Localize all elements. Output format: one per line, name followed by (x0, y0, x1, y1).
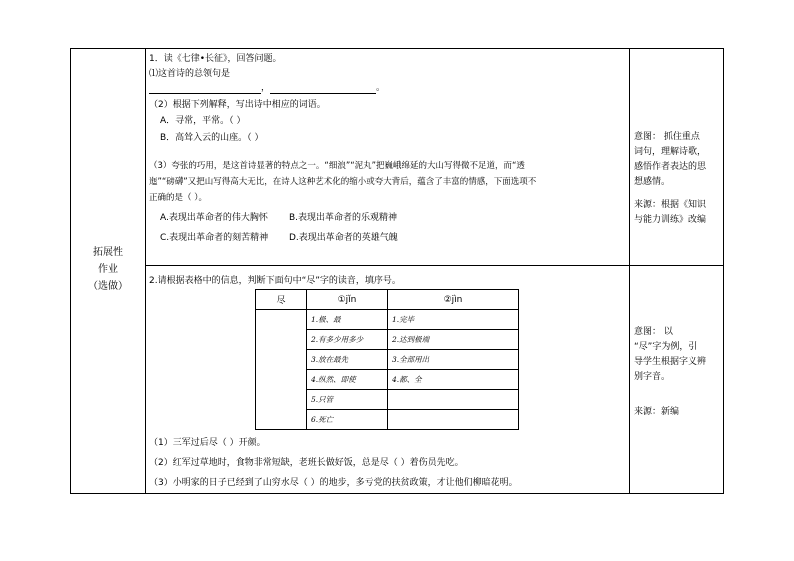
option-a: A.表现出革命者的伟大胸怀 (160, 213, 268, 223)
sub-question: （3）夸张的巧用，是这首诗显著的特点之一。“细浪”“泥丸”把巍峨绵延的大山写得微不足道，而“透 (149, 161, 525, 171)
sentence-item: （1）三军过后尽（ ）开颜。 (149, 438, 266, 448)
sub-question: 迤”“磅礴”又把山写得高大无比，在诗人这种艺术化的缩小或夸大背后，蕴含了丰富的情感，下面选项不 (149, 177, 537, 187)
option-b: B.表现出革命者的乐观精神 (289, 213, 398, 223)
answer-line[interactable] (149, 82, 385, 94)
column-divider (145, 49, 146, 493)
answer-blank[interactable] (149, 84, 261, 94)
table-header: ①jǐn (307, 290, 388, 310)
table-cell: 4.都、全 (388, 370, 519, 390)
table-cell: 2.有多少用多少 (307, 330, 388, 350)
punctuation: 。 (376, 83, 386, 93)
worksheet-table (70, 48, 724, 494)
table-cell: 1.完毕 (388, 310, 519, 330)
source-text: 与能力训练》改编 (634, 215, 707, 225)
sub-question-item: B．高耸入云的山座。（ ） (160, 133, 264, 143)
sentence-item: （3）小明家的日子已经到了山穷水尽（ ）的地步，多亏党的扶贫政策，才让他们柳暗花明。 (149, 478, 518, 488)
sub-question: ⑴这首诗的总领句是 (149, 69, 231, 79)
source-text: 来源：根据《知识 (634, 200, 707, 210)
table-cell: 1.极、最 (307, 310, 388, 330)
question-title: 1．读《七律•长征》，回答问题。 (149, 54, 282, 64)
table-cell: 3.全部用出 (388, 350, 519, 370)
question-title: 2.请根据表格中的信息，判断下面句中“尽”字的读音，填序号。 (149, 276, 401, 286)
option-d: D.表现出革命者的英雄气魄 (289, 233, 398, 243)
row-divider (145, 265, 723, 266)
table-cell-empty (256, 310, 307, 430)
table-cell (388, 410, 519, 430)
intent-text: 意图： 抓住重点 (634, 132, 700, 142)
column-divider (629, 49, 630, 493)
intent-text: 意图： 以 (634, 327, 673, 337)
category-label: （选做） (88, 281, 128, 292)
table-cell: 4.纵然、即使 (307, 370, 388, 390)
sentence-item: （2）红军过草地时，食物非常短缺，老班长做好饭，总是尽（ ）着伤员先吃。 (149, 458, 464, 468)
punctuation: ， (261, 83, 271, 93)
table-cell: 5.只管 (307, 390, 388, 410)
table-header: ②jìn (388, 290, 519, 310)
table-cell: 6.死亡 (307, 410, 388, 430)
intent-text: 导学生根据字义辨 (634, 357, 707, 367)
table-header-row (256, 290, 519, 310)
source-text: 来源：新编 (634, 407, 680, 417)
category-cell (71, 244, 145, 295)
pronunciation-table (255, 289, 519, 430)
category-label: 作业 (98, 264, 118, 275)
table-cell (388, 390, 519, 410)
intent-text: 感悟作者表达的思 (634, 162, 707, 172)
category-label: 拓展性 (93, 247, 123, 258)
table-cell: 2.达到极端 (388, 330, 519, 350)
sub-question-item: A．寻常，平常。（ ） (160, 116, 246, 126)
option-c: C.表现出革命者的刻苦精神 (160, 233, 269, 243)
table-header: 尽 (256, 290, 307, 310)
intent-text: 别字音。 (634, 372, 671, 382)
answer-blank[interactable] (270, 84, 376, 94)
sub-question: （2）根据下列解释，写出诗中相应的词语。 (149, 100, 326, 110)
sub-question: 正确的是（ ）。 (149, 193, 207, 203)
table-row (256, 310, 519, 330)
intent-text: 词句，理解诗歌， (634, 147, 707, 157)
intent-text: “尽”字为例，引 (634, 342, 698, 352)
table-cell: 3.放在最先 (307, 350, 388, 370)
intent-text: 想感情。 (634, 177, 671, 187)
